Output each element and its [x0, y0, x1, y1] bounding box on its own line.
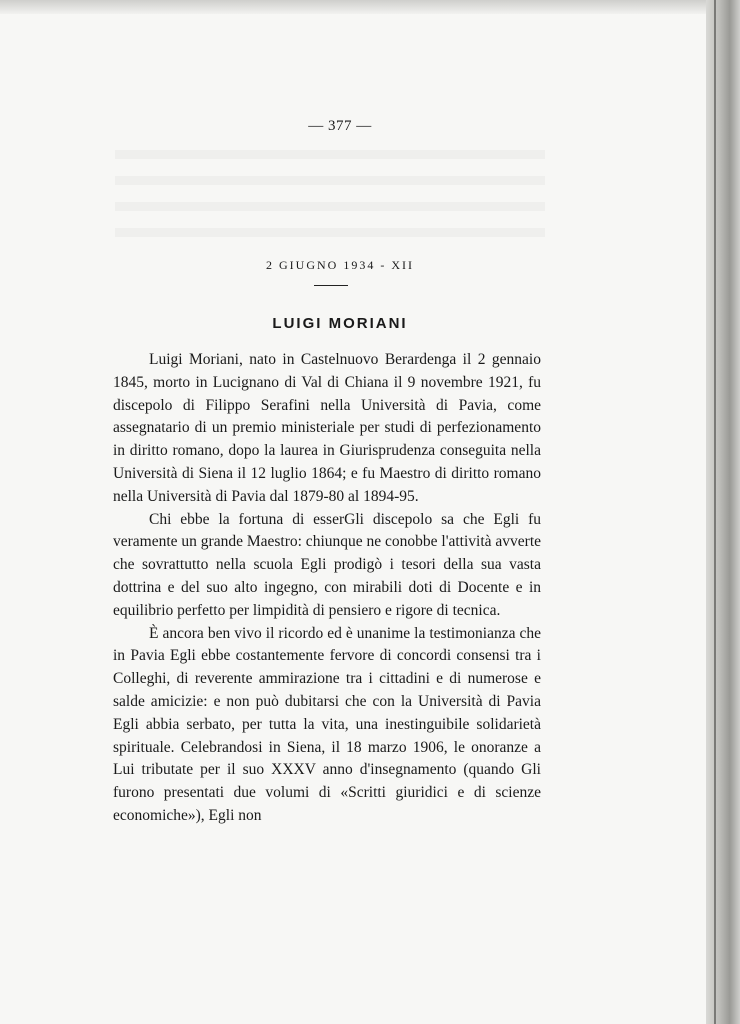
page-top-edge — [0, 0, 716, 14]
date-heading: 2 GIUGNO 1934 - XII — [266, 258, 414, 272]
bleed-through-text — [115, 176, 545, 185]
article-title: LUIGI MORIANI — [272, 315, 408, 332]
paragraph: Luigi Moriani, nato in Castelnuovo Berardenga il 2 gennaio 1845, morto in Lucignano di Val di Chiana il 9 novembre 1921, fu discepolo di Filippo Serafini nella Università di Pavia, come assegnatario di un premio ministeriale per studi di perfezionamento in diritto romano, dopo la laurea in Giurisprudenza conseguita nella Università di Siena il 12 luglio 1864; e fu Maestro di diritto romano nella Università di Pavia dal 1879-80 al 1894-95. — [113, 351, 541, 505]
book-spine-edge — [706, 0, 740, 1024]
separator-rule — [314, 285, 348, 286]
bleed-through-text — [115, 228, 545, 237]
paragraph: Chi ebbe la fortuna di esserGli discepolo sa che Egli fu veramente un grande Maestro: chiunque ne conobbe l'attività avverte che sovrattutto nella scuola Egli prodigò i tesori della sua vasta dottrina e del suo alto ingegno, con mirabili doti di Docente e in equilibrio perfetto per limpidità di pensiero e rigore di tecnica. — [113, 510, 542, 619]
bleed-through-text — [115, 202, 545, 211]
page-number: — 377 — — [308, 118, 372, 134]
bleed-through-text — [115, 150, 545, 159]
article-body — [113, 349, 541, 828]
paragraph: È ancora ben vivo il ricordo ed è unanime la testimonianza che in Pavia Egli ebbe costantemente fervore di concordi consensi tra i Colleghi, di reverente ammirazione tra i cittadini e di numerose e salde amicizie: e non può dubitarsi che con la Università di Pavia Egli abbia serbato, per tutta la vita, una inestinguibile solidarietà spirituale. Celebrandosi in Siena, il 18 marzo 1906, le onoranze a Lui tributate per il suo XXXV anno d'insegnamento (quando Gli furono presentati due volumi di «Scritti giuridici e di scienze economiche»), Egli non — [113, 624, 541, 824]
